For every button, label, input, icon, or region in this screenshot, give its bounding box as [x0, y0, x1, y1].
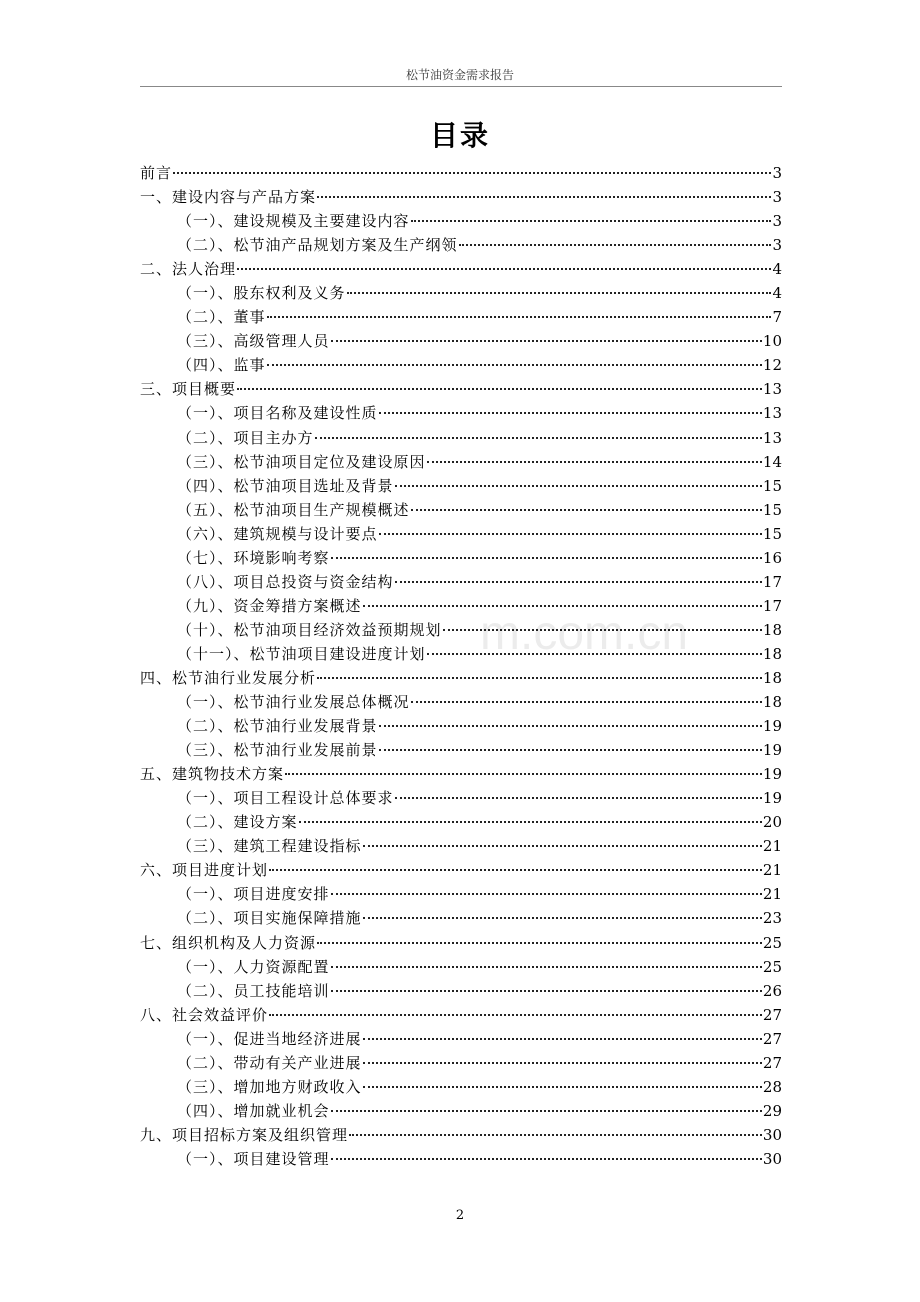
toc-entry-page: 15: [762, 500, 782, 519]
toc-entry-label: （一）、促进当地经济进展: [177, 1029, 362, 1048]
toc-entry[interactable]: [140, 1075, 782, 1099]
toc-entry[interactable]: [140, 426, 782, 450]
page-number: 2: [455, 1208, 465, 1223]
toc-dot-leader: [331, 1110, 762, 1112]
toc-entry[interactable]: [140, 209, 782, 233]
toc-entry-page: 12: [762, 356, 782, 375]
toc-entry-page: 27: [762, 1053, 782, 1072]
toc-dot-leader: [459, 244, 772, 246]
toc-entry[interactable]: [140, 498, 782, 522]
toc-entry-label: （四）、松节油项目选址及背景: [177, 476, 394, 495]
toc-entry[interactable]: [140, 474, 782, 498]
toc-dot-leader: [427, 653, 762, 655]
toc-entry[interactable]: [140, 353, 782, 377]
toc-entry[interactable]: [140, 882, 782, 906]
toc-dot-leader: [237, 388, 762, 390]
toc-dot-leader: [267, 316, 772, 318]
toc-entry-page: 3: [772, 188, 782, 207]
toc-entry-label: （二）、建设方案: [177, 813, 298, 832]
toc-entry-label: （二）、松节油行业发展背景: [177, 717, 378, 736]
toc-entry-label: 八、社会效益评价: [140, 1005, 269, 1024]
toc-entry-page: 19: [762, 717, 782, 736]
page-title: 目录: [429, 119, 490, 152]
toc-entry-label: （七）、环境影响考察: [177, 548, 330, 567]
toc-entry-label: （一）、项目进度安排: [177, 885, 330, 904]
toc-dot-leader: [411, 701, 762, 703]
toc-entry-page: 15: [762, 476, 782, 495]
toc-dot-leader: [363, 845, 762, 847]
toc-dot-leader: [443, 629, 762, 631]
toc-dot-leader: [269, 869, 762, 871]
toc-entry-page: 25: [762, 933, 782, 952]
toc-entry[interactable]: [140, 642, 782, 666]
toc-dot-leader: [315, 437, 762, 439]
toc-entry[interactable]: [140, 233, 782, 257]
toc-entry-label: （二）、项目主办方: [177, 428, 314, 447]
toc-entry-label: （六）、建筑规模与设计要点: [177, 524, 378, 543]
toc-entry-label: （二）、松节油产品规划方案及生产纲领: [177, 236, 458, 255]
toc-dot-leader: [317, 196, 771, 198]
toc-entry-page: 21: [762, 837, 782, 856]
watermark-text: m.com.cn: [480, 607, 689, 660]
toc-entry-page: 28: [762, 1077, 782, 1096]
toc-entry-label: 七、组织机构及人力资源: [140, 933, 317, 952]
toc-entry-label: 五、建筑物技术方案: [140, 765, 285, 784]
toc-entry-label: （二）、项目实施保障措施: [177, 909, 362, 928]
toc-dot-leader: [363, 1086, 762, 1088]
toc-dot-leader: [379, 533, 762, 535]
toc-entry-page: 29: [762, 1101, 782, 1120]
toc-dot-leader: [411, 509, 762, 511]
toc-entry-label: （一）、股东权利及义务: [177, 284, 346, 303]
toc-entry[interactable]: [140, 979, 782, 1003]
toc-entry[interactable]: [140, 810, 782, 834]
toc-dot-leader: [347, 292, 772, 294]
toc-entry[interactable]: [140, 931, 782, 955]
toc-dot-leader: [349, 1134, 762, 1136]
toc-entry-label: （十一）、松节油项目建设进度计划: [177, 644, 426, 663]
toc-entry[interactable]: [140, 690, 782, 714]
toc-dot-leader: [285, 773, 762, 775]
toc-entry-label: 六、项目进度计划: [140, 861, 269, 880]
toc-entry[interactable]: [140, 570, 782, 594]
toc-entry-page: 19: [762, 765, 782, 784]
toc-entry-page: 18: [762, 644, 782, 663]
toc-dot-leader: [331, 990, 762, 992]
toc-entry[interactable]: [140, 1051, 782, 1075]
toc-entry[interactable]: [140, 257, 782, 281]
toc-entry-page: 19: [762, 789, 782, 808]
toc-entry-page: 3: [772, 164, 782, 182]
toc-entry[interactable]: [140, 522, 782, 546]
toc-entry-page: 10: [762, 332, 782, 351]
toc-entry-page: 18: [762, 668, 782, 687]
toc-entry-label: 前言: [140, 164, 173, 182]
toc-dot-leader: [173, 172, 771, 174]
toc-entry[interactable]: [140, 618, 782, 642]
toc-entry[interactable]: [140, 762, 782, 786]
toc-dot-leader: [331, 1158, 762, 1160]
toc-entry-page: 27: [762, 1029, 782, 1048]
toc-entry-page: 3: [772, 236, 782, 255]
toc-dot-leader: [317, 677, 762, 679]
toc-entry-label: 一、建设内容与产品方案: [140, 188, 317, 207]
toc-entry-label: 九、项目招标方案及组织管理: [140, 1125, 349, 1144]
toc-entry[interactable]: [140, 1147, 782, 1171]
toc-dot-leader: [299, 821, 762, 823]
toc-dot-leader: [411, 220, 772, 222]
toc-dot-leader: [331, 557, 762, 559]
toc-entry-page: 4: [772, 284, 782, 303]
toc-dot-leader: [363, 1062, 762, 1064]
toc-entry-page: 30: [762, 1149, 782, 1168]
toc-entry-label: （八）、项目总投资与资金结构: [177, 572, 394, 591]
toc-entry-page: 7: [772, 308, 782, 327]
toc-entry-label: （二）、员工技能培训: [177, 981, 330, 1000]
toc-entry[interactable]: [140, 738, 782, 762]
toc-entry[interactable]: [140, 1027, 782, 1051]
toc-entry-label: 二、法人治理: [140, 260, 237, 279]
toc-entry-label: （一）、人力资源配置: [177, 957, 330, 976]
toc-entry-label: （四）、监事: [177, 356, 266, 375]
toc-entry-page: 17: [762, 596, 782, 615]
toc-dot-leader: [331, 966, 762, 968]
toc-entry-label: （十）、松节油项目经济效益预期规划: [177, 620, 442, 639]
toc-entry[interactable]: [140, 185, 782, 209]
toc-entry-page: 13: [762, 404, 782, 423]
running-header: 松节油资金需求报告: [405, 68, 514, 82]
toc-entry[interactable]: [140, 281, 782, 305]
toc-dot-leader: [379, 725, 762, 727]
toc-dot-leader: [379, 749, 762, 751]
toc-dot-leader: [269, 1014, 762, 1016]
toc-entry[interactable]: [140, 906, 782, 930]
toc-entry-page: 20: [762, 813, 782, 832]
header-divider: [140, 86, 782, 87]
toc-entry-page: 18: [762, 620, 782, 639]
toc-dot-leader: [395, 485, 762, 487]
toc-entry[interactable]: [140, 955, 782, 979]
toc-entry-page: 21: [762, 885, 782, 904]
toc-entry-label: （二）、董事: [177, 308, 266, 327]
toc-entry[interactable]: [140, 450, 782, 474]
toc-entry-label: （五）、松节油项目生产规模概述: [177, 500, 410, 519]
toc-entry-page: 13: [762, 428, 782, 447]
toc-entry-page: 3: [772, 212, 782, 231]
toc-entry[interactable]: [140, 1003, 782, 1027]
toc-entry[interactable]: [140, 1123, 782, 1147]
toc-entry-label: （一）、松节油行业发展总体概况: [177, 693, 410, 712]
toc-dot-leader: [395, 797, 762, 799]
toc-entry[interactable]: [140, 858, 782, 882]
toc-entry-page: 16: [762, 548, 782, 567]
toc-entry-label: （二）、带动有关产业进展: [177, 1053, 362, 1072]
toc-entry-page: 4: [772, 260, 782, 279]
toc-dot-leader: [331, 893, 762, 895]
toc-entry-label: （三）、松节油项目定位及建设原因: [177, 452, 426, 471]
toc-entry[interactable]: [140, 401, 782, 425]
toc-entry-page: 14: [762, 452, 782, 471]
toc-entry[interactable]: [140, 666, 782, 690]
toc-dot-leader: [267, 364, 762, 366]
toc-entry-label: （三）、高级管理人员: [177, 332, 330, 351]
toc-dot-leader: [331, 340, 762, 342]
toc-entry[interactable]: [140, 834, 782, 858]
toc-entry-page: 18: [762, 693, 782, 712]
toc-entry[interactable]: [140, 714, 782, 738]
toc-entry[interactable]: [140, 377, 782, 401]
toc-dot-leader: [363, 605, 762, 607]
toc-entry-label: 四、松节油行业发展分析: [140, 668, 317, 687]
toc-entry-page: 23: [762, 909, 782, 928]
toc-entry[interactable]: [140, 546, 782, 570]
toc-dot-leader: [427, 461, 762, 463]
toc-entry[interactable]: [140, 1099, 782, 1123]
toc-entry-label: （一）、项目名称及建设性质: [177, 404, 378, 423]
toc-entry[interactable]: [140, 161, 782, 185]
toc-entry-label: （三）、松节油行业发展前景: [177, 741, 378, 760]
toc-entry-label: 三、项目概要: [140, 380, 237, 399]
toc-entry[interactable]: [140, 305, 782, 329]
toc-entry-page: 30: [762, 1125, 782, 1144]
table-of-contents: [140, 161, 782, 1171]
toc-dot-leader: [379, 412, 762, 414]
toc-entry-label: （四）、增加就业机会: [177, 1101, 330, 1120]
toc-entry-page: 21: [762, 861, 782, 880]
toc-entry[interactable]: [140, 594, 782, 618]
toc-entry-label: （九）、资金筹措方案概述: [177, 596, 362, 615]
toc-entry-page: 27: [762, 1005, 782, 1024]
toc-entry-label: （一）、项目建设管理: [177, 1149, 330, 1168]
toc-entry-page: 13: [762, 380, 782, 399]
toc-entry-label: （三）、建筑工程建设指标: [177, 837, 362, 856]
toc-entry-label: （一）、建设规模及主要建设内容: [177, 212, 410, 231]
toc-entry-page: 26: [762, 981, 782, 1000]
toc-entry-label: （三）、增加地方财政收入: [177, 1077, 362, 1096]
toc-dot-leader: [363, 1038, 762, 1040]
toc-entry-page: 25: [762, 957, 782, 976]
toc-entry-page: 17: [762, 572, 782, 591]
toc-entry-page: 15: [762, 524, 782, 543]
toc-entry-page: 19: [762, 741, 782, 760]
toc-dot-leader: [237, 268, 771, 270]
toc-entry-label: （一）、项目工程设计总体要求: [177, 789, 394, 808]
toc-dot-leader: [317, 942, 762, 944]
toc-dot-leader: [395, 581, 762, 583]
toc-entry[interactable]: [140, 786, 782, 810]
toc-entry[interactable]: [140, 329, 782, 353]
toc-dot-leader: [363, 917, 762, 919]
